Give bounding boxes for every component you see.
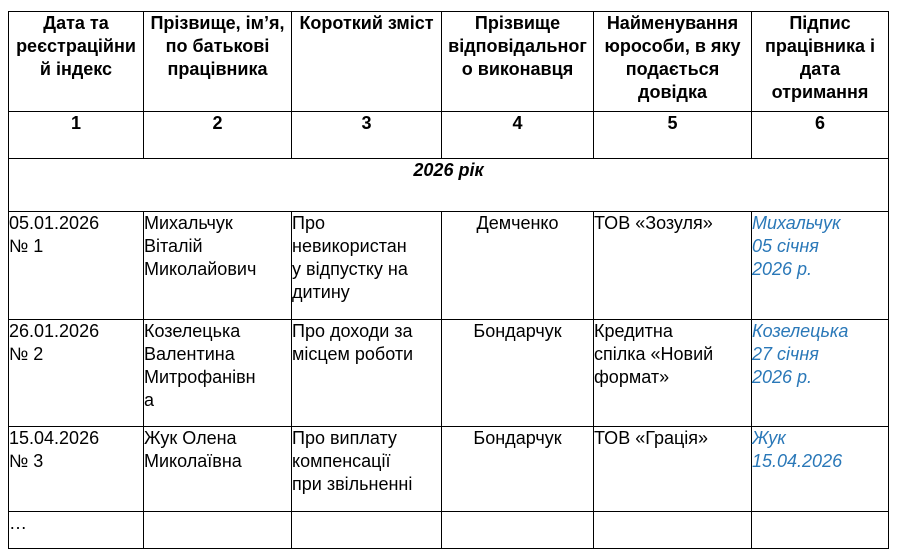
cell-text: 2026 р. xyxy=(752,259,813,279)
empty-cell xyxy=(292,512,442,549)
empty-cell xyxy=(594,512,752,549)
header-text: довідка xyxy=(638,82,707,102)
cell-signature xyxy=(752,212,889,320)
cell-organization xyxy=(594,427,752,512)
cell-text: 27 січня xyxy=(752,344,819,364)
cell-employee xyxy=(144,320,292,427)
cell-organization xyxy=(594,212,752,320)
header-summary xyxy=(292,12,442,112)
header-text: Прізвище xyxy=(474,13,561,33)
header-text: й індекс xyxy=(39,59,113,79)
cell-summary xyxy=(292,427,442,512)
header-text: юрособи, в яку xyxy=(604,36,741,56)
cell-text: спілка «Новий xyxy=(594,344,714,364)
header-text: о виконавця xyxy=(461,59,574,79)
cell-text: 15.04.2026 xyxy=(9,428,100,448)
header-text: по батькові xyxy=(165,36,270,56)
header-employee xyxy=(144,12,292,112)
header-date-index xyxy=(9,12,144,112)
cell-employee xyxy=(144,212,292,320)
cell-text: ТОВ «Зозуля» xyxy=(594,213,713,233)
header-text: працівника і xyxy=(765,36,875,56)
cell-text: 15.04.2026 xyxy=(752,451,843,471)
cell-text: місцем роботи xyxy=(292,344,414,364)
cell-text: 05 січня xyxy=(752,236,819,256)
cell-summary xyxy=(292,212,442,320)
header-signature xyxy=(752,12,889,112)
continuation-marker: … xyxy=(9,512,144,549)
register-table xyxy=(8,11,889,549)
cell-text: Михальчук xyxy=(144,213,233,233)
header-text: Короткий зміст xyxy=(299,13,434,33)
cell-text: у відпустку на xyxy=(292,259,408,279)
cell-executor: Бондарчук xyxy=(442,320,594,427)
cell-text: дитину xyxy=(292,282,350,302)
header-text: дата xyxy=(799,59,841,79)
column-number: 3 xyxy=(292,112,442,159)
cell-text: при звільненні xyxy=(292,474,413,494)
column-number: 4 xyxy=(442,112,594,159)
cell-text: Жук Олена xyxy=(144,428,237,448)
year-row xyxy=(9,159,889,212)
cell-text: Кредитна xyxy=(594,321,673,341)
cell-text: компенсації xyxy=(292,451,391,471)
header-text: Найменування xyxy=(606,13,739,33)
cell-date-index xyxy=(9,212,144,320)
header-text: відповідальног xyxy=(448,36,587,56)
cell-text: невикористан xyxy=(292,236,407,256)
table-row xyxy=(9,212,889,320)
continuation-row xyxy=(9,512,889,549)
empty-cell xyxy=(144,512,292,549)
cell-employee xyxy=(144,427,292,512)
cell-text: 26.01.2026 xyxy=(9,321,100,341)
cell-text: Козелецька xyxy=(144,321,241,341)
cell-text: № 1 xyxy=(9,236,44,256)
cell-date-index xyxy=(9,320,144,427)
header-text: Прізвище, ім’я, xyxy=(150,13,285,33)
empty-cell xyxy=(752,512,889,549)
cell-text: Валентина xyxy=(144,344,235,364)
column-number-row xyxy=(9,112,889,159)
cell-text: № 2 xyxy=(9,344,44,364)
cell-text: 05.01.2026 xyxy=(9,213,100,233)
cell-signature xyxy=(752,427,889,512)
cell-summary xyxy=(292,320,442,427)
cell-text: 2026 р. xyxy=(752,367,813,387)
cell-text: Про виплату xyxy=(292,428,397,448)
table-row xyxy=(9,320,889,427)
column-number: 1 xyxy=(9,112,144,159)
cell-executor: Бондарчук xyxy=(442,427,594,512)
header-row xyxy=(9,12,889,112)
cell-text: № 3 xyxy=(9,451,44,471)
header-organization xyxy=(594,12,752,112)
header-text: Дата та xyxy=(43,13,109,33)
column-number: 5 xyxy=(594,112,752,159)
cell-text: формат» xyxy=(594,367,670,387)
column-number: 2 xyxy=(144,112,292,159)
cell-text: Жук xyxy=(752,428,786,448)
cell-text: Миколайович xyxy=(144,259,257,279)
header-text: Підпис xyxy=(789,13,851,33)
cell-executor: Демченко xyxy=(442,212,594,320)
header-text: отримання xyxy=(771,82,869,102)
cell-text: Михальчук xyxy=(752,213,841,233)
cell-text: Митрофанівн xyxy=(144,367,256,387)
header-text: працівника xyxy=(167,59,268,79)
header-text: реєстраційни xyxy=(16,36,136,56)
cell-signature xyxy=(752,320,889,427)
table-row xyxy=(9,427,889,512)
empty-cell xyxy=(442,512,594,549)
cell-text: ТОВ «Грація» xyxy=(594,428,709,448)
header-executor xyxy=(442,12,594,112)
cell-text: Про доходи за xyxy=(292,321,413,341)
header-text: подається xyxy=(625,59,720,79)
cell-text: Козелецька xyxy=(752,321,849,341)
cell-text: Віталій xyxy=(144,236,203,256)
cell-text: Про xyxy=(292,213,325,233)
column-number: 6 xyxy=(752,112,889,159)
cell-date-index xyxy=(9,427,144,512)
cell-text: а xyxy=(144,390,155,410)
year-label: 2026 рік xyxy=(9,159,889,212)
cell-text: Миколаївна xyxy=(144,451,242,471)
cell-organization xyxy=(594,320,752,427)
